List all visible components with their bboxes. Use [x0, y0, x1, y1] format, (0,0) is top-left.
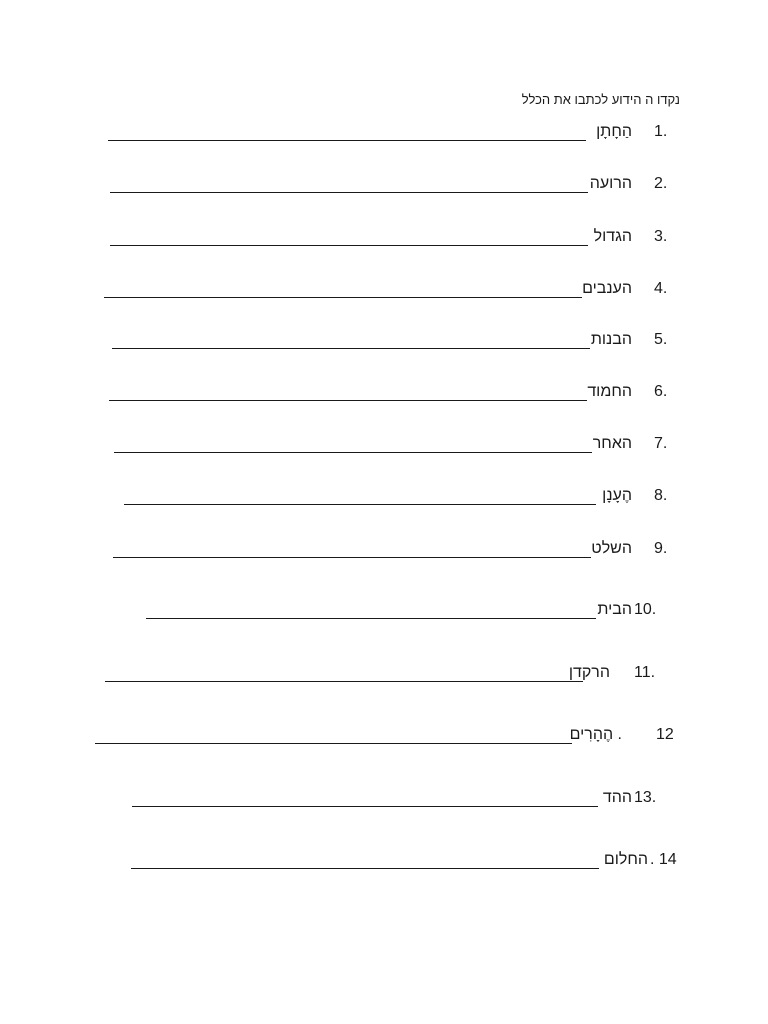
item-number: 2. — [654, 175, 668, 192]
item-number: 4. — [654, 280, 668, 297]
item-word: הרקדן — [568, 664, 610, 681]
item-number: 1. — [654, 123, 668, 140]
item-word: הֶעָנָן — [602, 487, 632, 504]
answer-line[interactable] — [105, 681, 583, 682]
item-word: הבית — [597, 601, 632, 618]
answer-line[interactable] — [109, 400, 587, 401]
item-number: 5. — [654, 331, 668, 348]
answer-line[interactable] — [131, 868, 599, 869]
item-word: החלום — [603, 851, 648, 868]
instruction-text: נקדו ה הידוע לכתבו את הכלל — [521, 92, 680, 107]
item-number: 11. — [634, 664, 656, 681]
item-word: החמוד — [587, 383, 632, 400]
item-word: הַחָתָן — [596, 123, 632, 140]
item-word: האחר — [592, 435, 632, 452]
answer-line[interactable] — [108, 140, 586, 141]
item-word: ההד — [602, 789, 632, 806]
item-number: 8. — [654, 487, 668, 504]
answer-line[interactable] — [146, 618, 596, 619]
item-number: 7. — [654, 435, 668, 452]
item-number: 6. — [654, 383, 668, 400]
answer-line[interactable] — [110, 192, 588, 193]
answer-line[interactable] — [132, 806, 598, 807]
item-number: . 14 — [650, 851, 677, 868]
answer-line[interactable] — [110, 245, 588, 246]
answer-line[interactable] — [104, 297, 582, 298]
item-number: 3. — [654, 228, 668, 245]
item-word: הגדול — [593, 228, 632, 245]
answer-line[interactable] — [124, 504, 596, 505]
item-word: השלט — [591, 540, 632, 557]
answer-line[interactable] — [113, 557, 591, 558]
item-word: הבנות — [590, 331, 632, 348]
item-number: 13. — [634, 789, 657, 806]
item-word: הרועה — [589, 175, 632, 192]
answer-line[interactable] — [95, 743, 572, 744]
answer-line[interactable] — [112, 348, 590, 349]
answer-line[interactable] — [114, 452, 592, 453]
item-word: הענבים — [582, 280, 632, 297]
item-number: 9. — [654, 540, 668, 557]
item-number: 12 — [656, 726, 674, 743]
item-number: 10. — [634, 601, 657, 618]
item-word: . הֶהָרִים — [569, 726, 622, 743]
